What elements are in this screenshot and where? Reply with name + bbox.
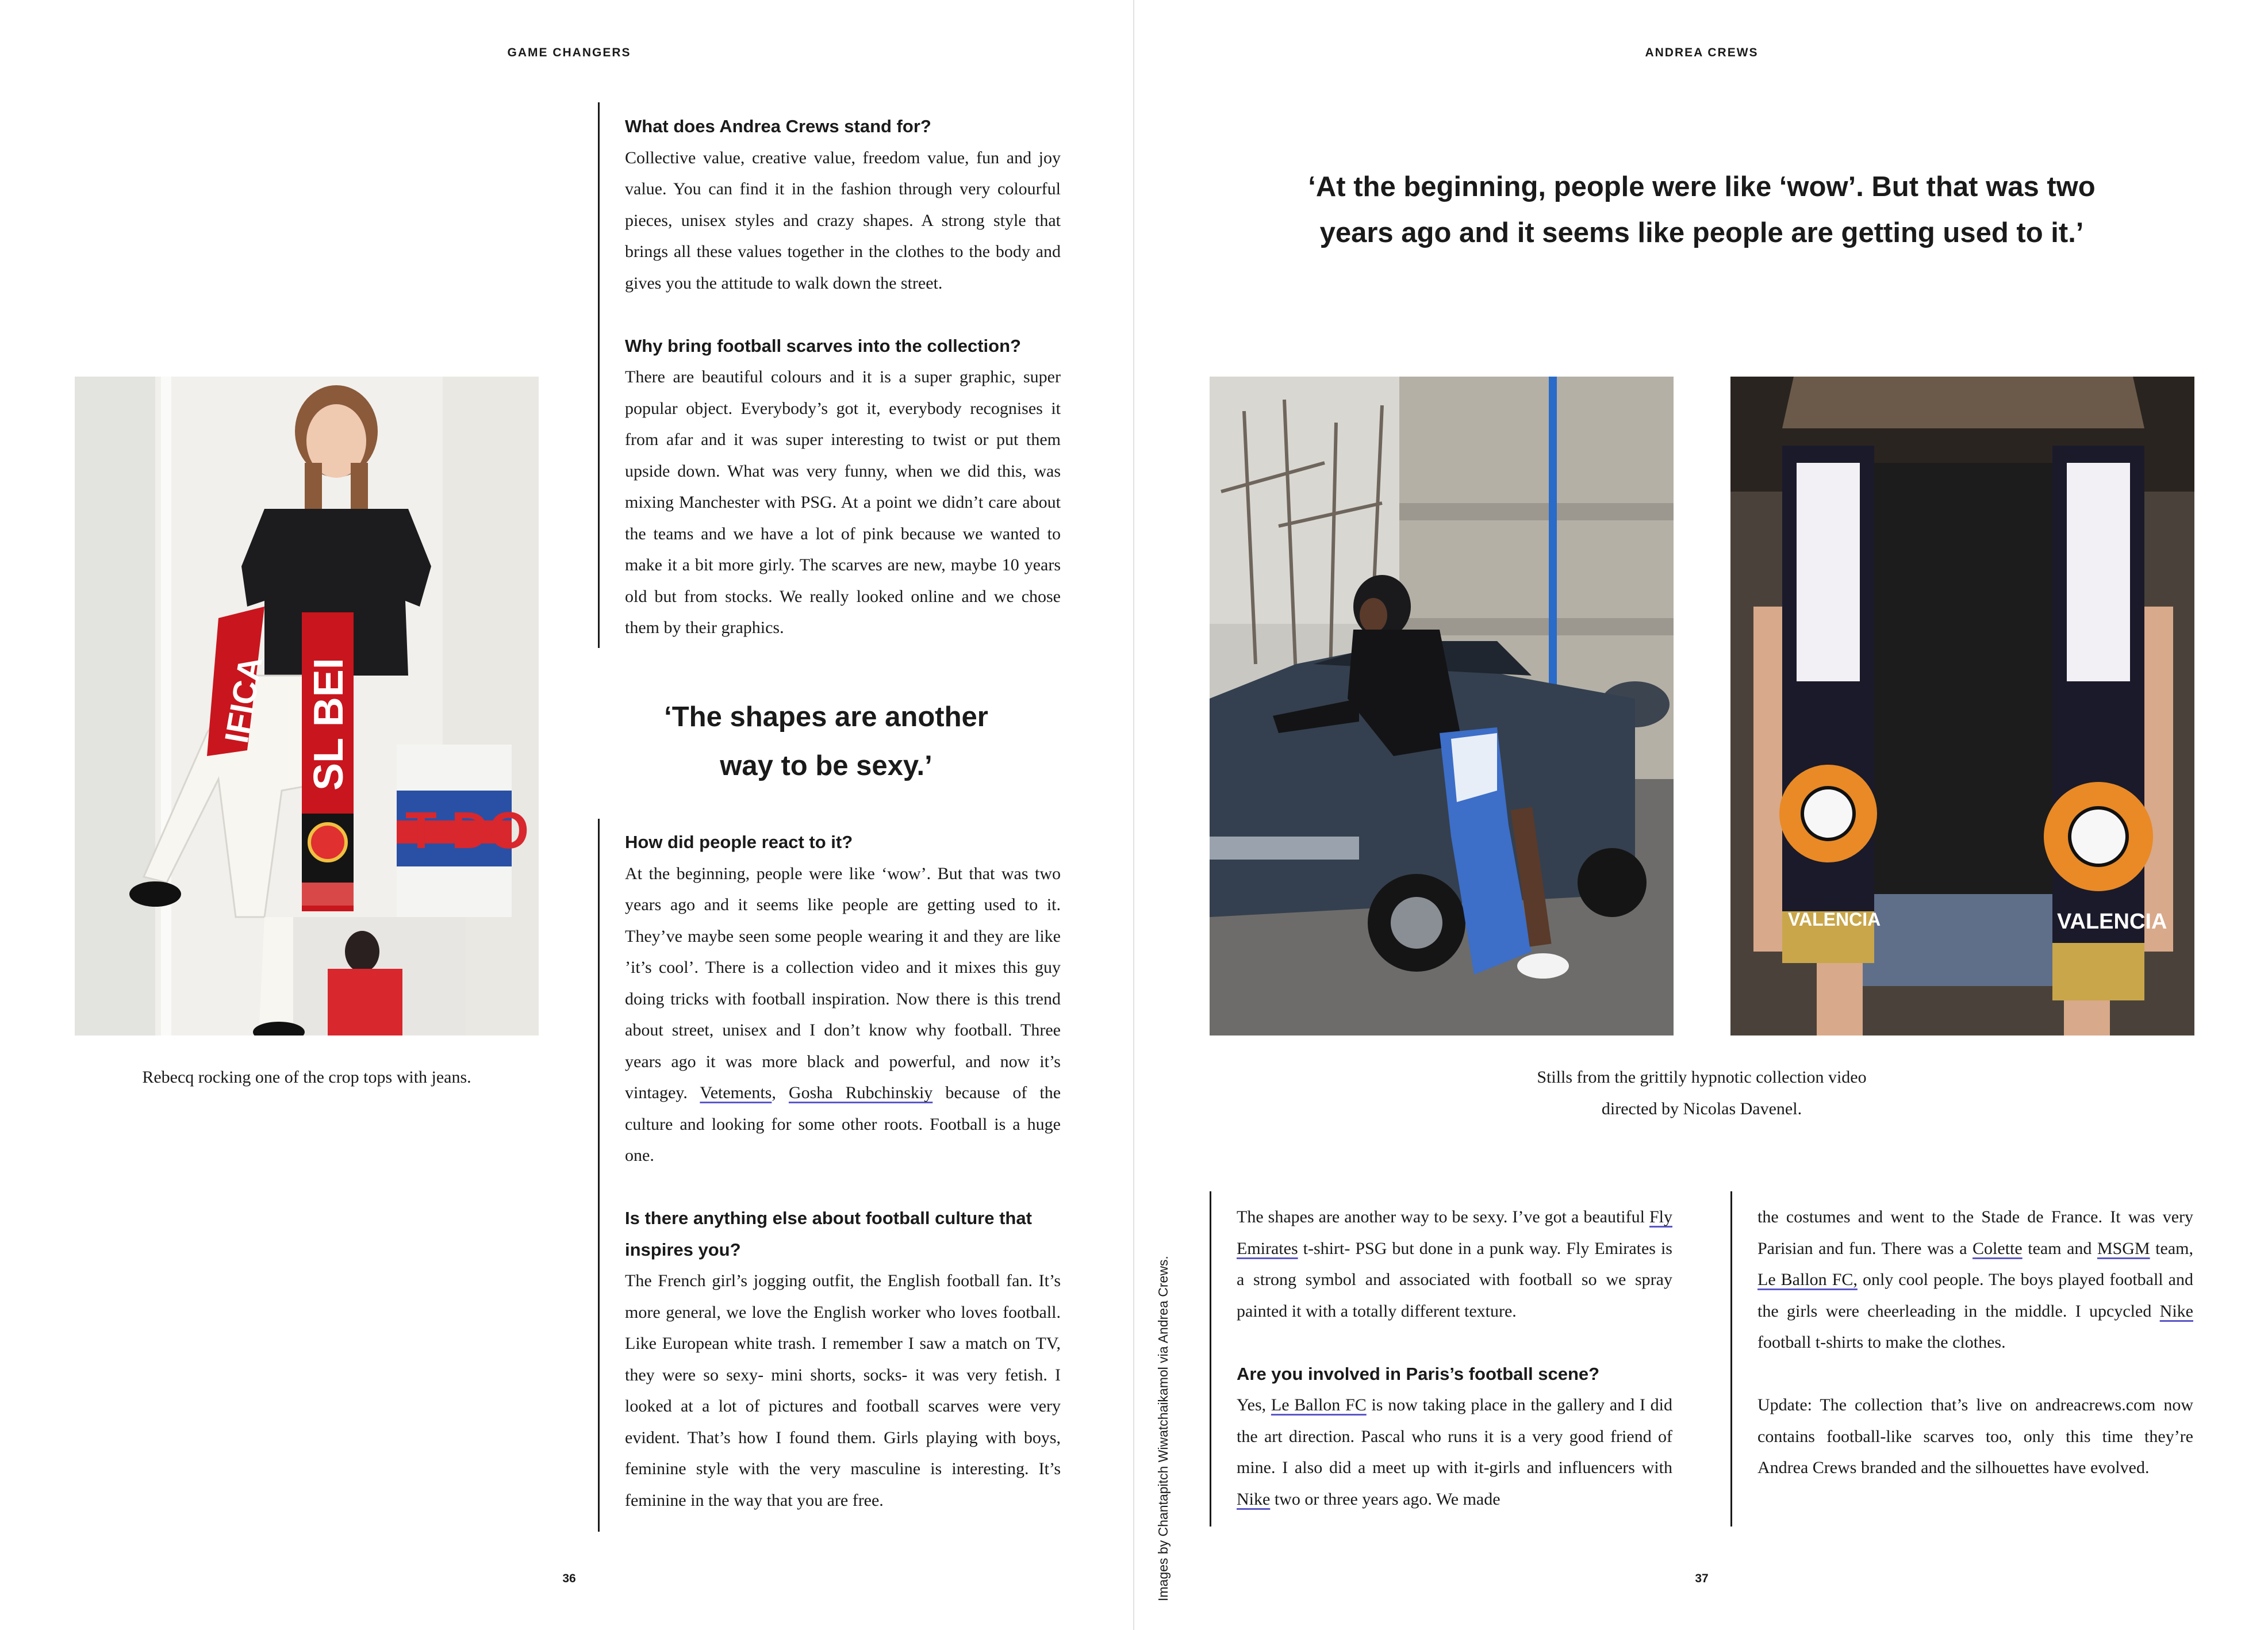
answer-text: two or three years ago. We made (1270, 1489, 1501, 1509)
answer-text: , (772, 1083, 789, 1102)
answer-text: The shapes are another way to be sexy. I’ve got a beautiful (1237, 1207, 1649, 1226)
video-still-car-photo (1210, 377, 1674, 1035)
link-nike[interactable]: Nike (2159, 1301, 2193, 1321)
link-le-ballon-fc[interactable]: Le Ballon FC (1271, 1395, 1367, 1414)
question-heading: What does Andrea Crews stand for? (625, 116, 931, 136)
pull-quote-line: ‘The shapes are another (664, 701, 988, 732)
pull-quote-line: ‘At the beginning, people were like ‘wow’. But that was two (1308, 171, 2096, 202)
running-head-left: GAME CHANGERS (507, 46, 631, 59)
page-number-left: 36 (562, 1572, 576, 1585)
column-rule-4 (1730, 1191, 1732, 1527)
question-heading: How did people react to it? (625, 832, 853, 852)
link-nike[interactable]: Nike (1237, 1489, 1271, 1509)
spine-gutter (1133, 0, 1134, 1630)
link-colette[interactable]: Colette (1972, 1238, 2023, 1258)
caption-line: directed by Nicolas Davenel. (1601, 1099, 1802, 1118)
column-rule-2 (598, 819, 600, 1532)
box-text: T DO (405, 802, 529, 860)
answer-text: team and (2022, 1238, 2097, 1258)
link-gosha-rubchinskiy[interactable]: Gosha Rubchinskiy (788, 1083, 933, 1102)
scarf-left-text: VALENCIA (1788, 909, 1881, 930)
question-heading: Why bring football scarves into the collection? (625, 335, 1021, 356)
portrait-caption: Rebecq rocking one of the crop tops with jeans. (142, 1068, 471, 1087)
image-credit: Images by Chantapitch Wiwatchaikamol via Andrea Crews. (1156, 1256, 1171, 1601)
link-msgm[interactable]: MSGM (2097, 1238, 2150, 1258)
answer-text: The French girl’s jogging outfit, the English football fan. It’s more general, we love the English worker who loves football. Like European white trash. I remember I saw a match on TV, they were so sexy- mini shorts, socks- it was very fetish. I looked at a lot of pictures and football scarves were very evident. That’s how I found them. Girls playing with boys, feminine style with the very masculine is interesting. It’s feminine in the way that you are free. (625, 1271, 1061, 1510)
page-number-right: 37 (1695, 1572, 1709, 1585)
answer-text: is now taking place in the gallery and I did the art direction. Pascal who runs it is a very good friend of mine. I also did a meet up with it-girls and influencers with (1237, 1395, 1673, 1477)
answer-text: football t-shirts to make the clothes. (1757, 1333, 2006, 1352)
question-heading: Is there anything else about football culture that inspires you? (625, 1208, 1032, 1260)
answer-text: t-shirt- PSG but done in a punk way. Fly Emirates is a strong symbol and associated with football so we spray painted it with a totally different texture. (1237, 1238, 1672, 1321)
interview-block-1 (625, 111, 1061, 644)
scarf-side-text: IFICA (217, 653, 270, 746)
question-heading: Are you involved in Paris’s football scene? (1237, 1363, 1600, 1384)
portrait-photo (75, 377, 539, 1035)
answer-text: Yes, (1237, 1395, 1271, 1414)
running-head-right: ANDREA CREWS (1645, 46, 1759, 59)
column-rule-1 (598, 102, 600, 648)
interview-column-right-2 (1757, 1202, 2193, 1484)
answer-text: the costumes and went to the Stade de France. It was very Parisian and fun. There was a (1757, 1207, 2193, 1258)
answer-text: Collective value, creative value, freedom value, fun and joy value. You can find it in the fashion through very colourful pieces, unisex styles and crazy shapes. A strong style that brings all these values together in the clothes to the body and gives you the attitude to walk down the street. (625, 148, 1061, 293)
interview-block-2 (625, 827, 1061, 1516)
answer-text: because of the culture and looking for some other roots. Football is a huge one. (625, 1083, 1061, 1165)
column-rule-3 (1210, 1191, 1211, 1527)
link-le-ballon-fc[interactable]: Le Ballon FC, (1757, 1270, 1858, 1289)
pull-quote-left (625, 693, 1027, 791)
update-note: Update: The collection that’s live on andreacrews.com now contains football-like scarves too, only this time they’re Andrea Crews branded and the silhouettes have evolved. (1757, 1395, 2193, 1477)
stills-caption (1380, 1061, 2024, 1125)
link-vetements[interactable]: Vetements (700, 1083, 772, 1102)
video-still-scarf-vest-photo (1730, 377, 2194, 1035)
answer-text: team, (2150, 1238, 2193, 1258)
caption-line: Stills from the grittily hypnotic collection video (1537, 1068, 1867, 1087)
link-fly-emirates[interactable]: Fly Emirates (1237, 1207, 1672, 1258)
pull-quote-right (1253, 164, 2150, 256)
interview-column-right-1 (1237, 1202, 1672, 1515)
scarf-text: SL BEI (306, 658, 352, 791)
answer-text: only cool people. The boys played football and the girls were cheerleading in the middle. I upcycled (1757, 1270, 2193, 1321)
pull-quote-line: way to be sexy.’ (720, 750, 932, 781)
answer-text: At the beginning, people were like ‘wow’. But that was two years ago and it seems like people are getting used to it. They’ve maybe seen some people wearing it and they are like ’it’s cool’. There is a collection video and it mixes this guy doing tricks with football inspiration. Now there is this trend about street, unisex and I don’t know why football. Three years ago it was more black and powerful, and now it’s vintagey. (625, 864, 1061, 1102)
answer-text: There are beautiful colours and it is a super graphic, super popular object. Everybody’s got it, everybody recognises it from afar and it was super interesting to twist or put them upside down. What was very funny, when we did this, was mixing Manchester with PSG. At a point we didn’t care about the teams and we have a lot of pink because we wanted to make it a bit more girly. The scarves are new, maybe 10 years old but from stocks. We really looked online and we chose them by their graphics. (625, 367, 1061, 637)
pull-quote-line: years ago and it seems like people are getting used to it.’ (1319, 217, 2084, 248)
scarf-right-text: VALENCIA (2057, 910, 2167, 934)
